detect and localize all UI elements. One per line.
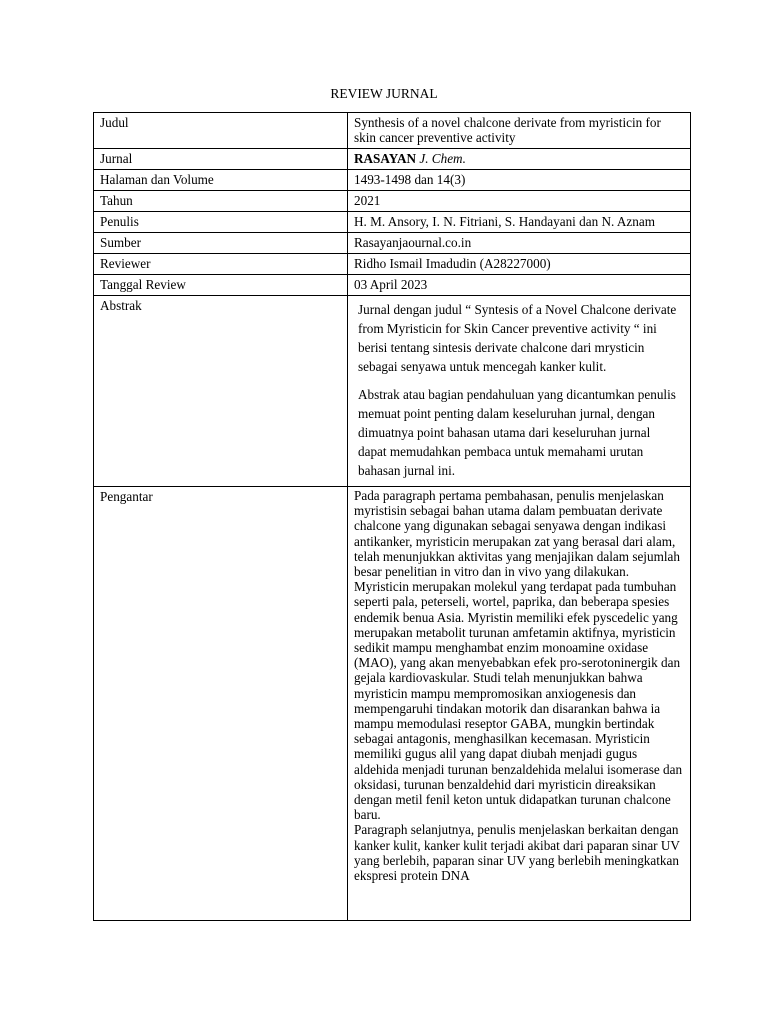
- sumber-label: Sumber: [94, 233, 348, 254]
- table-row-reviewer: [94, 254, 691, 275]
- reviewer-value: Ridho Ismail Imadudin (A28227000): [348, 254, 691, 275]
- tanggal-label: Tanggal Review: [94, 275, 348, 296]
- abstrak-label: Abstrak: [94, 296, 348, 487]
- penulis-label: Penulis: [94, 212, 348, 233]
- pengantar-paragraph-1: Pada paragraph pertama pembahasan, penulis menjelaskan myristisin sebagai bahan utama dalam pembuatan derivate chalcone yang digunakan sebagai senyawa dengan indikasi antikanker, myristicin merupakan zat yang berasal dari alam, telah menunjukkan aktivitas yang menjajikan dalam sejumlah besar penelitian in vitro dan in vivo yang dilakukan. Myristicin merupakan molekul yang terdapat pada tumbuhan seperti pala, peterseli, wortel, paprika, dan beberapa spesies endemik benua Asia. Myristin memiliki efek pyscedelic yang merupakan metabolit turunan amfetamin aktifnya, myristicin sedikit mampu menghambat enzim monoamine oxidase (MAO), yang akan menyebabkan efek pro-serotoninergik dan gejala kardiovaskular. Studi telah menunjukkan bahwa myristicin mampu mempromosikan anxiogenesis dan mempengaruhi tindakan motorik dan disarankan bahwa ia mampu memodulasi reseptor GABA, mungkin bertindak sebagai antagonis, menghasilkan kecemasan. Myristicin memiliki gugus alil yang dapat diubah menjadi gugus aldehida menjadi turunan benzaldehida melalui isomerase dan oksidasi, turunan benzaldehid dari myristicin direaksikan dengan metil fenil keton untuk didapatkan turunan chalcone baru.: [354, 488, 683, 823]
- abstrak-value: [348, 296, 691, 487]
- pengantar-value: [348, 487, 691, 921]
- tanggal-value: 03 April 2023: [348, 275, 691, 296]
- table-row-judul: [94, 113, 691, 149]
- judul-value: Synthesis of a novel chalcone derivate from myristicin for skin cancer preventive activity: [348, 113, 691, 149]
- penulis-value: H. M. Ansory, I. N. Fitriani, S. Handayani dan N. Aznam: [348, 212, 691, 233]
- table-row-penulis: [94, 212, 691, 233]
- tahun-value: 2021: [348, 191, 691, 212]
- judul-label: Judul: [94, 113, 348, 149]
- pengantar-paragraph-2: Paragraph selanjutnya, penulis menjelaskan berkaitan dengan kanker kulit, kanker kulit terjadi akibat dari paparan sinar UV yang berlebih, paparan sinar UV yang berlebih meningkatkan ekspresi protein DNA: [354, 822, 680, 884]
- abstrak-paragraph-2: Abstrak atau bagian pendahuluan yang dicantumkan penulis memuat point penting dalam keseluruhan jurnal, dengan dimuatnya point bahasan utama dari keseluruhan jurnal dapat memudahkan pembaca untuk memahami urutan bahasan jurnal ini.: [358, 387, 676, 478]
- table-row-sumber: [94, 233, 691, 254]
- jurnal-name-bold: RASAYAN: [354, 151, 417, 166]
- table-row-halaman: [94, 170, 691, 191]
- halaman-label: Halaman dan Volume: [94, 170, 348, 191]
- table-row-abstrak: [94, 296, 691, 487]
- tahun-label: Tahun: [94, 191, 348, 212]
- table-row-jurnal: [94, 149, 691, 170]
- review-table: [93, 112, 691, 921]
- sumber-value: Rasayanjaournal.co.in: [348, 233, 691, 254]
- table-row-tanggal: [94, 275, 691, 296]
- abstrak-paragraph-1: Jurnal dengan judul “ Syntesis of a Novel Chalcone derivate from Myristicin for Skin Cancer preventive activity “ ini berisi tentang sintesis derivate chalcone dari mrysticin sebagai senyawa untuk mencegah kanker kulit.: [358, 302, 677, 374]
- halaman-value: 1493-1498 dan 14(3): [348, 170, 691, 191]
- pengantar-label: Pengantar: [94, 487, 348, 921]
- table-row-pengantar: [94, 487, 691, 921]
- table-row-tahun: [94, 191, 691, 212]
- jurnal-label: Jurnal: [94, 149, 348, 170]
- jurnal-name-italic: J. Chem.: [416, 151, 466, 166]
- reviewer-label: Reviewer: [94, 254, 348, 275]
- jurnal-value: [348, 149, 691, 170]
- page-title: REVIEW JURNAL: [330, 86, 438, 101]
